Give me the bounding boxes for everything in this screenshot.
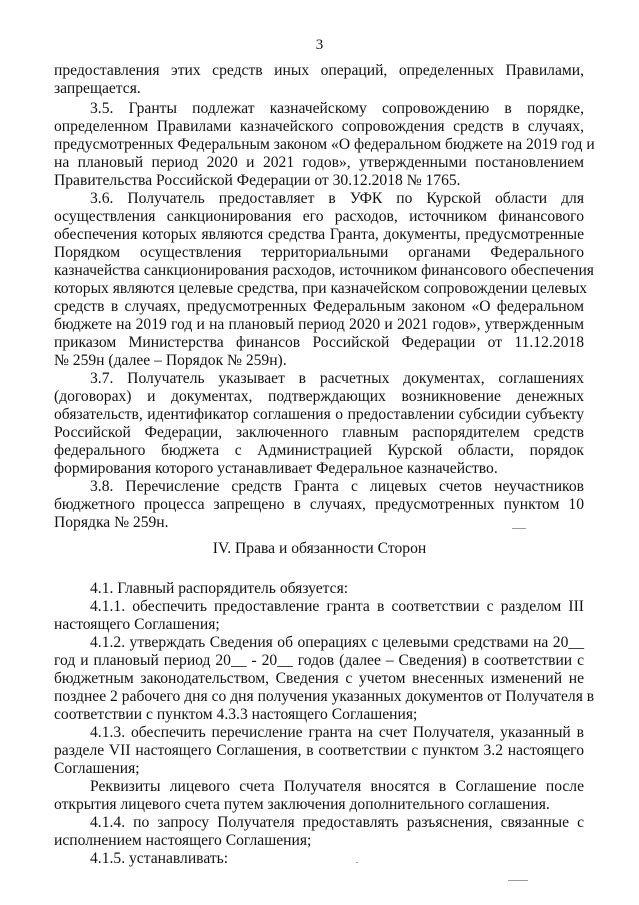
text-line: позднее 2 рабочего дня со дня получения указанных документов от Получателя в [54, 688, 595, 705]
text-line: 4.1.3. обеспечить перечисление гранта на счет Получателя, указанный в [90, 724, 584, 741]
text-line: 4.1.2. утверждать Сведения об операциях с целевыми средствами на 20__ [90, 634, 584, 651]
text-line: обеспечения которых являются средства Гранта, документы, предусмотренные [54, 226, 584, 243]
text-line: осуществления санкционирования его расходов, источником финансового [54, 208, 584, 225]
scan-speck [356, 862, 358, 863]
text-line: Правительства Российской Федерации от 30.12.2018 № 1765. [54, 172, 461, 189]
text-line: Порядка № 259н. [54, 514, 169, 531]
text-line: бюджетным законодательством, Сведения с учетом внесенных изменений не [54, 670, 584, 687]
text-line: (договорах) и документах, подтверждающих возникновение денежных [54, 388, 584, 405]
text-line: определенном Правилами казначейского сопровождения средств в случаях, [54, 118, 584, 135]
page-number: 3 [315, 37, 324, 53]
scan-speck [508, 880, 528, 881]
text-line: предусмотренных Федеральным законом «О федеральном бюджете на 2019 год и [54, 136, 595, 153]
text-line: 3.6. Получатель предоставляет в УФК по Курской области для [90, 190, 584, 207]
text-line: Соглашения; [54, 760, 140, 777]
text-line: № 259н (далее – Порядок № 259н). [54, 352, 287, 369]
text-line: 3.5. Гранты подлежат казначейскому сопровождению в порядке, [90, 100, 584, 117]
text-line: бюджете на 2019 год и на плановый период 2020 и 2021 годов», утвержденным [54, 316, 584, 333]
text-line: запрещается. [54, 80, 141, 97]
text-line: казначейства санкционирования расходов, источником финансового обеспечения [54, 262, 594, 279]
text-line: федерального бюджета с Администрацией Курской области, порядок [54, 442, 584, 459]
text-line: средств в случаях, предусмотренных Федеральным законом «О федеральном [54, 298, 584, 315]
text-line: 4.1.5. устанавливать: [90, 850, 229, 867]
text-line: разделе VII настоящего Соглашения, в соответствии с пунктом 3.2 настоящего [54, 742, 584, 759]
text-line: на плановый период 2020 и 2021 годов», утвержденными постановлением [54, 154, 584, 171]
text-line: бюджетного процесса запрещено в случаях, предусмотренных пунктом 10 [54, 496, 584, 513]
text-line: 3.7. Получатель указывает в расчетных документах, соглашениях [90, 370, 584, 387]
text-line: предоставления этих средств иных операций, определенных Правилами, [54, 62, 584, 79]
text-line: приказом Министерства финансов Российской Федерации от 11.12.2018 [54, 334, 584, 351]
scan-speck [512, 528, 526, 529]
text-line: которых являются целевые средства, при казначейском сопровождении целевых [54, 280, 588, 297]
text-line: открытия лицевого счета путем заключения дополнительного соглашения. [54, 796, 550, 813]
text-line: 4.1.4. по запросу Получателя предоставлять разъяснения, связанные с [90, 814, 584, 831]
text-line: Реквизиты лицевого счета Получателя вносятся в Соглашение после [90, 778, 584, 795]
text-line: формирования которого устанавливает Федеральное казначейство. [54, 460, 498, 477]
text-line: Порядком осуществления территориальными органами Федерального [54, 244, 584, 261]
text-line: год и плановый период 20__ - 20__ годов (далее – Сведения) в соответствии с [54, 652, 584, 669]
text-line: 4.1.1. обеспечить предоставление гранта в соответствии с разделом III [90, 598, 584, 615]
text-line: настоящего Соглашения; [54, 616, 220, 633]
text-line: обязательств, идентификатор соглашения о предоставлении субсидии субъекту [54, 406, 584, 423]
text-line: 4.1. Главный распорядитель обязуется: [90, 580, 349, 597]
text-line: исполнением настоящего Соглашения; [54, 832, 312, 849]
text-line: соответствии с пунктом 4.3.3 настоящего Соглашения; [54, 706, 418, 723]
text-line: 3.8. Перечисление средств Гранта с лицевых счетов неучастников [90, 478, 584, 495]
section-heading: IV. Права и обязанности Сторон [212, 540, 427, 557]
text-line: Российской Федерации, заключенного главным распорядителем средств [54, 424, 584, 441]
